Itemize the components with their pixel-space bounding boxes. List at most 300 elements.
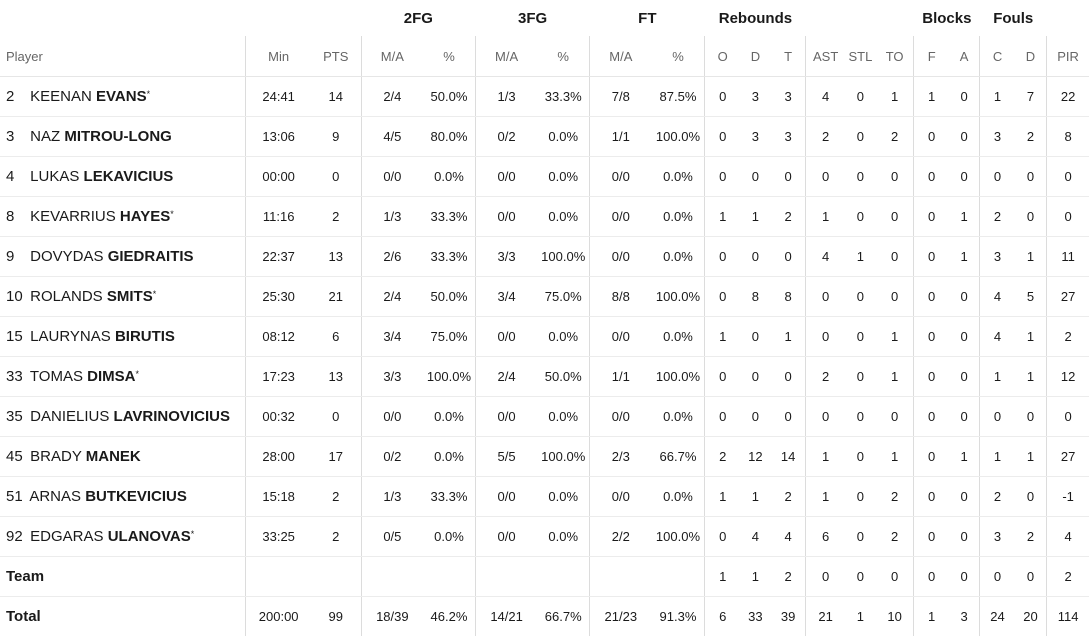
cell-pts: 14 (311, 77, 361, 117)
player-number: 35 (6, 408, 26, 425)
cell-fg2-pct: 0.0% (423, 437, 475, 477)
cell-reb-d: 3 (740, 117, 771, 157)
cell-pir: -1 (1047, 477, 1089, 517)
cell-reb-o: 6 (705, 597, 740, 636)
player-cell (0, 117, 246, 157)
cell-foul-d: 2 (1015, 517, 1047, 557)
cell-blk-f: 0 (914, 517, 949, 557)
col-reb-d[interactable]: D (740, 36, 771, 77)
player-cell (0, 397, 246, 437)
cell-ast: 4 (806, 237, 845, 277)
cell-blk-a: 3 (949, 597, 980, 636)
cell-fg3-pct: 75.0% (537, 277, 589, 317)
starter-marker: * (136, 369, 140, 379)
cell-ast: 4 (806, 77, 845, 117)
cell-foul-d: 0 (1015, 197, 1047, 237)
cell-ast: 2 (806, 357, 845, 397)
cell-ast: 0 (806, 317, 845, 357)
player-cell (0, 197, 246, 237)
col-blk-f[interactable]: F (914, 36, 949, 77)
cell-foul-c: 24 (980, 597, 1015, 636)
cell-pts (311, 557, 361, 597)
cell-foul-d: 5 (1015, 277, 1047, 317)
starter-marker: * (170, 209, 174, 219)
cell-reb-o: 1 (705, 317, 740, 357)
cell-ft-pct: 0.0% (651, 317, 705, 357)
cell-stl: 0 (845, 317, 876, 357)
col-pir[interactable]: PIR (1047, 36, 1089, 77)
cell-blk-f: 1 (914, 597, 949, 636)
cell-ft-ma: 0/0 (590, 477, 652, 517)
cell-blk-f: 0 (914, 237, 949, 277)
cell-pir: 11 (1047, 237, 1089, 277)
player-first-name: KEENAN (30, 88, 92, 105)
cell-fg2-ma: 3/4 (361, 317, 423, 357)
cell-pir: 0 (1047, 397, 1089, 437)
cell-reb-d: 0 (740, 317, 771, 357)
cell-fg2-ma: 1/3 (361, 197, 423, 237)
cell-to: 2 (876, 477, 914, 517)
cell-foul-c: 4 (980, 277, 1015, 317)
player-number: 4 (6, 168, 26, 185)
cell-pir: 114 (1047, 597, 1089, 636)
cell-to: 0 (876, 557, 914, 597)
table-row[interactable] (0, 117, 1089, 157)
cell-foul-c: 0 (980, 157, 1015, 197)
team-row (0, 557, 1089, 597)
player-first-name: ARNAS (29, 488, 81, 505)
cell-reb-t: 39 (771, 597, 806, 636)
cell-ft-ma: 0/0 (590, 157, 652, 197)
cell-blk-a: 0 (949, 557, 980, 597)
cell-fg2-pct: 100.0% (423, 357, 475, 397)
cell-foul-d: 1 (1015, 437, 1047, 477)
cell-ft-pct (651, 557, 705, 597)
cell-ft-ma: 0/0 (590, 237, 652, 277)
cell-reb-d: 8 (740, 277, 771, 317)
player-number: 2 (6, 88, 26, 105)
cell-ft-ma: 2/3 (590, 437, 652, 477)
column-header-row (0, 36, 1089, 77)
total-label-cell (0, 597, 246, 636)
cell-fg3-pct: 0.0% (537, 517, 589, 557)
cell-stl: 0 (845, 357, 876, 397)
cell-pir: 27 (1047, 437, 1089, 477)
cell-ft-ma: 0/0 (590, 397, 652, 437)
cell-reb-o: 1 (705, 477, 740, 517)
cell-stl: 0 (845, 557, 876, 597)
cell-reb-d: 0 (740, 157, 771, 197)
group-3fg: 3FG (475, 0, 589, 36)
col-ft-pct[interactable]: % (651, 36, 705, 77)
cell-fg3-ma: 0/0 (475, 197, 537, 237)
table-row[interactable] (0, 357, 1089, 397)
cell-fg3-pct: 66.7% (537, 597, 589, 636)
cell-fg2-ma: 2/6 (361, 237, 423, 277)
cell-pir: 2 (1047, 557, 1089, 597)
team-label: Team (6, 568, 44, 585)
cell-blk-a: 0 (949, 277, 980, 317)
player-first-name: LUKAS (30, 168, 79, 185)
cell-foul-d: 1 (1015, 317, 1047, 357)
cell-foul-c: 0 (980, 557, 1015, 597)
player-last-name[interactable]: BIRUTIS (115, 328, 175, 345)
cell-fg2-pct: 50.0% (423, 277, 475, 317)
player-number: 92 (6, 528, 26, 545)
cell-blk-f: 0 (914, 357, 949, 397)
player-last-name[interactable]: HAYES (120, 208, 170, 225)
cell-fg2-ma: 0/0 (361, 397, 423, 437)
group-ft: FT (590, 0, 705, 36)
player-first-name: EDGARAS (30, 528, 103, 545)
player-last-name[interactable]: BUTKEVICIUS (85, 488, 187, 505)
cell-min: 22:37 (246, 237, 311, 277)
cell-pts: 9 (311, 117, 361, 157)
cell-foul-c: 3 (980, 237, 1015, 277)
team-label-cell (0, 557, 246, 597)
cell-stl: 0 (845, 437, 876, 477)
player-cell (0, 317, 246, 357)
player-cell (0, 277, 246, 317)
cell-reb-o: 2 (705, 437, 740, 477)
cell-fg3-pct (537, 557, 589, 597)
cell-foul-c: 3 (980, 117, 1015, 157)
cell-fg3-pct: 0.0% (537, 197, 589, 237)
table-row[interactable] (0, 317, 1089, 357)
cell-stl: 1 (845, 237, 876, 277)
cell-stl: 0 (845, 277, 876, 317)
cell-ft-ma: 2/2 (590, 517, 652, 557)
table-row[interactable] (0, 77, 1089, 117)
cell-to: 1 (876, 77, 914, 117)
cell-fg3-ma: 0/0 (475, 517, 537, 557)
col-reb-t[interactable]: T (771, 36, 806, 77)
col-3fg-ma[interactable]: M/A (475, 36, 537, 77)
cell-reb-t: 0 (771, 157, 806, 197)
cell-min: 200:00 (246, 597, 311, 636)
cell-ft-pct: 100.0% (651, 517, 705, 557)
cell-stl: 0 (845, 77, 876, 117)
cell-min: 25:30 (246, 277, 311, 317)
cell-to: 0 (876, 277, 914, 317)
cell-blk-f: 0 (914, 437, 949, 477)
cell-to: 0 (876, 157, 914, 197)
cell-blk-f: 0 (914, 557, 949, 597)
player-number: 9 (6, 248, 26, 265)
player-number: 15 (6, 328, 26, 345)
col-2fg-pct[interactable]: % (423, 36, 475, 77)
cell-ft-ma (590, 557, 652, 597)
col-ast[interactable]: AST (806, 36, 845, 77)
col-min[interactable]: Min (246, 36, 311, 77)
player-number: 33 (6, 368, 26, 385)
cell-pir: 27 (1047, 277, 1089, 317)
cell-blk-a: 0 (949, 517, 980, 557)
group-fouls: Fouls (980, 0, 1047, 36)
player-first-name: DANIELIUS (30, 408, 109, 425)
cell-reb-t: 0 (771, 237, 806, 277)
player-number: 51 (6, 488, 26, 505)
cell-ast: 2 (806, 117, 845, 157)
cell-foul-d: 0 (1015, 477, 1047, 517)
col-reb-o[interactable]: O (705, 36, 740, 77)
cell-to: 2 (876, 117, 914, 157)
player-first-name: LAURYNAS (30, 328, 111, 345)
starter-marker: * (147, 89, 151, 99)
cell-reb-t: 2 (771, 557, 806, 597)
player-last-name[interactable]: SMITS (107, 288, 153, 305)
cell-stl: 0 (845, 517, 876, 557)
cell-blk-f: 0 (914, 477, 949, 517)
cell-fg3-ma: 0/0 (475, 477, 537, 517)
cell-ft-ma: 1/1 (590, 117, 652, 157)
cell-ft-ma: 21/23 (590, 597, 652, 636)
cell-fg2-ma: 0/2 (361, 437, 423, 477)
cell-ast: 1 (806, 197, 845, 237)
player-cell (0, 237, 246, 277)
cell-fg3-pct: 0.0% (537, 157, 589, 197)
cell-reb-o: 0 (705, 397, 740, 437)
cell-blk-a: 0 (949, 157, 980, 197)
player-cell (0, 357, 246, 397)
cell-reb-d: 3 (740, 77, 771, 117)
col-2fg-ma[interactable]: M/A (361, 36, 423, 77)
cell-min: 28:00 (246, 437, 311, 477)
cell-fg2-pct: 75.0% (423, 317, 475, 357)
cell-fg3-pct: 33.3% (537, 77, 589, 117)
cell-ft-pct: 100.0% (651, 117, 705, 157)
cell-fg2-ma: 18/39 (361, 597, 423, 636)
cell-blk-a: 1 (949, 237, 980, 277)
player-last-name[interactable]: LAVRINOVICIUS (114, 408, 230, 425)
cell-reb-d: 1 (740, 197, 771, 237)
cell-blk-f: 1 (914, 77, 949, 117)
cell-fg3-pct: 100.0% (537, 237, 589, 277)
cell-ft-pct: 100.0% (651, 277, 705, 317)
player-last-name[interactable]: MANEK (86, 448, 141, 465)
cell-pir: 22 (1047, 77, 1089, 117)
cell-reb-d: 0 (740, 237, 771, 277)
player-cell (0, 437, 246, 477)
total-label: Total (6, 608, 41, 625)
col-to[interactable]: TO (876, 36, 914, 77)
table-row[interactable] (0, 517, 1089, 557)
total-row (0, 597, 1089, 636)
cell-foul-c: 1 (980, 357, 1015, 397)
player-first-name: BRADY (30, 448, 81, 465)
cell-pir: 0 (1047, 197, 1089, 237)
cell-reb-t: 0 (771, 397, 806, 437)
cell-reb-d: 4 (740, 517, 771, 557)
cell-to: 10 (876, 597, 914, 636)
cell-reb-o: 0 (705, 237, 740, 277)
cell-ft-pct: 0.0% (651, 477, 705, 517)
cell-blk-a: 0 (949, 317, 980, 357)
cell-fg2-pct: 0.0% (423, 397, 475, 437)
cell-to: 0 (876, 397, 914, 437)
cell-fg3-pct: 0.0% (537, 477, 589, 517)
player-first-name: DOVYDAS (30, 248, 103, 265)
cell-fg3-ma: 0/0 (475, 397, 537, 437)
cell-fg2-ma: 0/5 (361, 517, 423, 557)
cell-reb-o: 0 (705, 117, 740, 157)
cell-min: 13:06 (246, 117, 311, 157)
cell-min: 17:23 (246, 357, 311, 397)
group-rebounds: Rebounds (705, 0, 806, 36)
player-number: 8 (6, 208, 26, 225)
player-number: 3 (6, 128, 26, 145)
table-row[interactable] (0, 197, 1089, 237)
cell-blk-a: 1 (949, 197, 980, 237)
col-ft-ma[interactable]: M/A (590, 36, 652, 77)
cell-reb-t: 1 (771, 317, 806, 357)
cell-blk-a: 0 (949, 117, 980, 157)
cell-pts: 2 (311, 517, 361, 557)
col-pts[interactable]: PTS (311, 36, 361, 77)
player-last-name[interactable]: MITROU-LONG (64, 128, 171, 145)
cell-fg2-pct: 0.0% (423, 517, 475, 557)
col-player[interactable]: Player (0, 36, 246, 77)
cell-pts: 17 (311, 437, 361, 477)
cell-pts: 6 (311, 317, 361, 357)
group-pir-spacer (1047, 0, 1089, 36)
cell-reb-o: 1 (705, 197, 740, 237)
cell-reb-t: 3 (771, 117, 806, 157)
cell-ft-pct: 0.0% (651, 237, 705, 277)
cell-foul-d: 1 (1015, 237, 1047, 277)
col-foul-d[interactable]: D (1015, 36, 1047, 77)
cell-pir: 4 (1047, 517, 1089, 557)
cell-pts: 13 (311, 357, 361, 397)
table-row[interactable] (0, 237, 1089, 277)
player-cell (0, 477, 246, 517)
cell-fg3-ma (475, 557, 537, 597)
player-first-name: NAZ (30, 128, 60, 145)
cell-blk-a: 0 (949, 477, 980, 517)
cell-min (246, 557, 311, 597)
table-row[interactable] (0, 437, 1089, 477)
cell-foul-d: 2 (1015, 117, 1047, 157)
cell-fg2-ma: 2/4 (361, 277, 423, 317)
cell-ast: 0 (806, 397, 845, 437)
cell-fg3-pct: 0.0% (537, 397, 589, 437)
cell-fg3-pct: 0.0% (537, 317, 589, 357)
cell-pts: 13 (311, 237, 361, 277)
cell-reb-o: 1 (705, 557, 740, 597)
cell-ft-pct: 0.0% (651, 397, 705, 437)
starter-marker: * (153, 289, 157, 299)
col-blk-a[interactable]: A (949, 36, 980, 77)
cell-to: 1 (876, 437, 914, 477)
cell-reb-o: 0 (705, 77, 740, 117)
player-last-name[interactable]: ULANOVAS (108, 528, 191, 545)
cell-ast: 1 (806, 477, 845, 517)
cell-blk-a: 0 (949, 77, 980, 117)
col-stl[interactable]: STL (845, 36, 876, 77)
cell-min: 00:00 (246, 157, 311, 197)
cell-fg3-ma: 0/0 (475, 157, 537, 197)
group-ast-spacer (806, 0, 914, 36)
cell-fg2-pct: 50.0% (423, 77, 475, 117)
cell-ft-pct: 0.0% (651, 157, 705, 197)
cell-pir: 8 (1047, 117, 1089, 157)
cell-reb-t: 0 (771, 357, 806, 397)
cell-stl: 0 (845, 477, 876, 517)
group-player-spacer (0, 0, 246, 36)
player-first-name: ROLANDS (30, 288, 103, 305)
cell-pts: 0 (311, 397, 361, 437)
cell-min: 24:41 (246, 77, 311, 117)
cell-min: 33:25 (246, 517, 311, 557)
cell-ft-ma: 8/8 (590, 277, 652, 317)
cell-fg3-ma: 3/4 (475, 277, 537, 317)
table-row[interactable] (0, 477, 1089, 517)
player-last-name[interactable]: GIEDRAITIS (108, 248, 194, 265)
player-last-name[interactable]: EVANS (96, 88, 147, 105)
cell-pts: 99 (311, 597, 361, 636)
player-cell (0, 157, 246, 197)
table-row[interactable] (0, 277, 1089, 317)
col-3fg-pct[interactable]: % (537, 36, 589, 77)
cell-blk-f: 0 (914, 397, 949, 437)
player-last-name[interactable]: DIMSA (87, 368, 135, 385)
cell-reb-d: 1 (740, 477, 771, 517)
cell-reb-d: 0 (740, 357, 771, 397)
cell-reb-o: 0 (705, 157, 740, 197)
cell-ft-pct: 91.3% (651, 597, 705, 636)
cell-blk-f: 0 (914, 317, 949, 357)
cell-blk-f: 0 (914, 277, 949, 317)
cell-reb-d: 0 (740, 397, 771, 437)
group-header-row (0, 0, 1089, 36)
col-foul-c[interactable]: C (980, 36, 1015, 77)
cell-ast: 0 (806, 557, 845, 597)
cell-ft-pct: 87.5% (651, 77, 705, 117)
cell-fg2-ma: 2/4 (361, 77, 423, 117)
cell-stl: 0 (845, 117, 876, 157)
cell-fg2-pct: 33.3% (423, 197, 475, 237)
player-cell (0, 517, 246, 557)
cell-fg2-ma: 3/3 (361, 357, 423, 397)
cell-fg2-ma: 1/3 (361, 477, 423, 517)
cell-reb-t: 2 (771, 197, 806, 237)
player-number: 45 (6, 448, 26, 465)
cell-fg2-pct (423, 557, 475, 597)
cell-min: 11:16 (246, 197, 311, 237)
group-min-pts-spacer (246, 0, 361, 36)
cell-pts: 21 (311, 277, 361, 317)
cell-reb-o: 0 (705, 357, 740, 397)
table-row[interactable] (0, 397, 1089, 437)
cell-stl: 0 (845, 397, 876, 437)
cell-ast: 1 (806, 437, 845, 477)
table-body (0, 77, 1089, 636)
cell-ast: 0 (806, 277, 845, 317)
cell-pir: 0 (1047, 157, 1089, 197)
cell-stl: 0 (845, 197, 876, 237)
cell-to: 1 (876, 317, 914, 357)
cell-fg3-pct: 0.0% (537, 117, 589, 157)
cell-foul-c: 3 (980, 517, 1015, 557)
player-last-name[interactable]: LEKAVICIUS (84, 168, 174, 185)
cell-to: 2 (876, 517, 914, 557)
table-row[interactable] (0, 157, 1089, 197)
cell-ast: 0 (806, 157, 845, 197)
player-cell (0, 77, 246, 117)
cell-blk-f: 0 (914, 157, 949, 197)
cell-fg3-ma: 1/3 (475, 77, 537, 117)
cell-ft-pct: 100.0% (651, 357, 705, 397)
